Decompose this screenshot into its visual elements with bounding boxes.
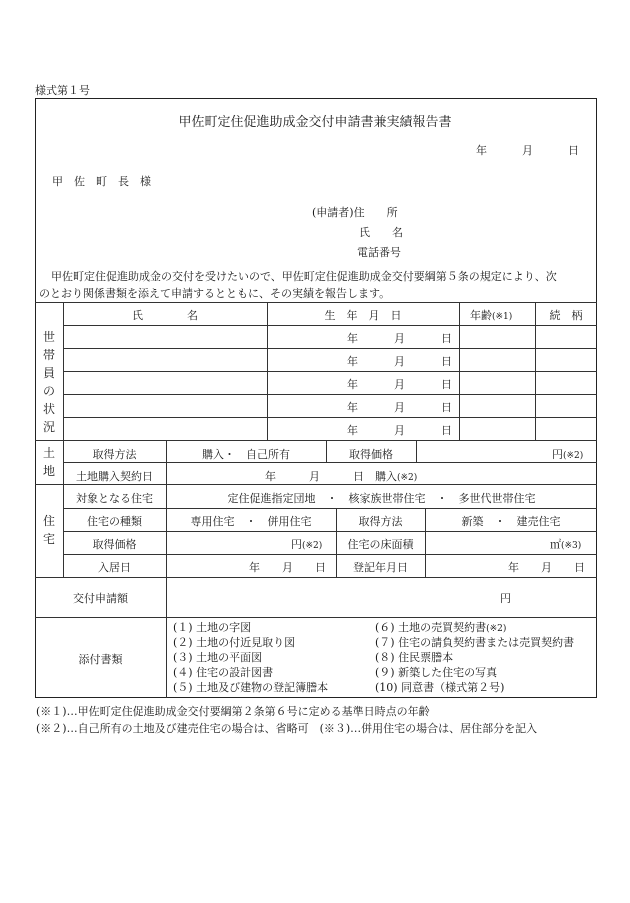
house-target-value[interactable]: 定住促進指定団地 ・ 核家族世帯住宅 ・ 多世代世帯住宅 xyxy=(227,492,536,505)
footnote-1: (※１)…甲佐町定住促進助成金交付要綱第２条第６号に定める基準日時点の年齢 xyxy=(36,705,430,718)
footnote-2: (※２)…自己所有の土地及び建売住宅の場合は、省略可 (※３)…併用住宅の場合は、居住部分を記入 xyxy=(36,722,538,735)
col-birth-header: 生 年 月 日 xyxy=(324,309,402,322)
house-price-label: 取得価格 xyxy=(92,538,137,551)
house-section-label: 住 宅 xyxy=(42,514,55,546)
applicant-phone-label: 電話番号 xyxy=(357,246,401,259)
col-age-header: 年齢(※1) xyxy=(470,309,513,322)
row1-year[interactable]: 年 xyxy=(347,332,358,345)
row2-day[interactable]: 日 xyxy=(441,355,452,368)
row1-month[interactable]: 月 xyxy=(394,332,405,345)
row3-month[interactable]: 月 xyxy=(394,378,405,391)
grant-amount-unit[interactable]: 円 xyxy=(500,592,511,605)
land-contract-label: 土地購入契約日 xyxy=(76,470,153,483)
land-section-label: 土 地 xyxy=(42,446,55,478)
land-price-unit[interactable]: 円(※2) xyxy=(552,448,584,461)
house-reg-label: 登記年月日 xyxy=(353,561,408,574)
house-floor-unit[interactable]: ㎡(※3) xyxy=(550,538,582,551)
attachments-label: 添付書類 xyxy=(78,653,123,666)
land-method-value[interactable]: 購入・ 自己所有 xyxy=(202,448,290,461)
row3-year[interactable]: 年 xyxy=(347,378,358,391)
attachment-item: (４) 住宅の設計図書 xyxy=(173,666,274,679)
row4-day[interactable]: 日 xyxy=(441,401,452,414)
row1-day[interactable]: 日 xyxy=(441,332,452,345)
col-name-header: 氏 名 xyxy=(132,309,198,322)
row3-day[interactable]: 日 xyxy=(441,378,452,391)
applicant-name-label: 氏 名 xyxy=(359,226,403,239)
attachment-item: (６) 土地の売買契約書(※2) xyxy=(375,621,507,634)
form-number: 様式第１号 xyxy=(35,84,90,97)
house-type-value[interactable]: 専用住宅 ・ 併用住宅 xyxy=(190,515,312,528)
row5-month[interactable]: 月 xyxy=(394,424,405,437)
addressee: 甲 佐 町 長 様 xyxy=(52,175,151,188)
date-year[interactable]: 年 xyxy=(476,144,487,157)
attachment-item: (７) 住宅の請負契約書または売買契約書 xyxy=(375,636,575,649)
land-method-label: 取得方法 xyxy=(92,448,137,461)
intro-line-2: のとおり関係書類を添えて申請するとともに、その実績を報告します。 xyxy=(39,287,391,300)
household-section-label: 世 帯 員 の 状 況 xyxy=(42,330,55,434)
house-type-label: 住宅の種類 xyxy=(87,515,142,528)
house-price-unit[interactable]: 円(※2) xyxy=(291,538,323,551)
row2-year[interactable]: 年 xyxy=(347,355,358,368)
house-floor-label: 住宅の床面積 xyxy=(347,538,414,551)
date-day[interactable]: 日 xyxy=(568,144,579,157)
applicant-address-label: (申請者)住 所 xyxy=(312,206,398,219)
intro-line-1: 甲佐町定住促進助成金の交付を受けたいので、甲佐町定住促進助成金交付要綱第５条の規定により、次 xyxy=(51,270,557,283)
house-target-label: 対象となる住宅 xyxy=(76,492,153,505)
house-move-label: 入居日 xyxy=(98,561,131,574)
attachment-item: (５) 土地及び建物の登記簿謄本 xyxy=(173,681,329,694)
col-relation-header: 続 柄 xyxy=(549,309,583,322)
house-method-value[interactable]: 新築 ・ 建売住宅 xyxy=(461,515,561,528)
house-method-label: 取得方法 xyxy=(358,515,403,528)
row2-month[interactable]: 月 xyxy=(394,355,405,368)
attachment-item: (８) 住民票謄本 xyxy=(375,651,454,664)
attachment-item: (10) 同意書（様式第２号) xyxy=(375,681,505,694)
attachment-item: (２) 土地の付近見取り図 xyxy=(173,636,296,649)
form-title: 甲佐町定住促進助成金交付申請書兼実績報告書 xyxy=(178,115,452,130)
row4-year[interactable]: 年 xyxy=(347,401,358,414)
house-reg-value[interactable]: 年 月 日 xyxy=(508,561,585,574)
land-price-label: 取得価格 xyxy=(349,448,393,461)
house-move-value[interactable]: 年 月 日 xyxy=(249,561,326,574)
row4-month[interactable]: 月 xyxy=(394,401,405,414)
grant-label: 交付申請額 xyxy=(73,592,128,605)
attachment-item: (３) 土地の平面図 xyxy=(173,651,263,664)
attachment-item: (９) 新築した住宅の写真 xyxy=(375,666,498,679)
attachment-item: (１) 土地の字図 xyxy=(173,621,252,634)
land-contract-value[interactable]: 年 月 日 購入(※2) xyxy=(265,470,418,483)
row5-day[interactable]: 日 xyxy=(441,424,452,437)
date-month[interactable]: 月 xyxy=(522,144,533,157)
row5-year[interactable]: 年 xyxy=(347,424,358,437)
